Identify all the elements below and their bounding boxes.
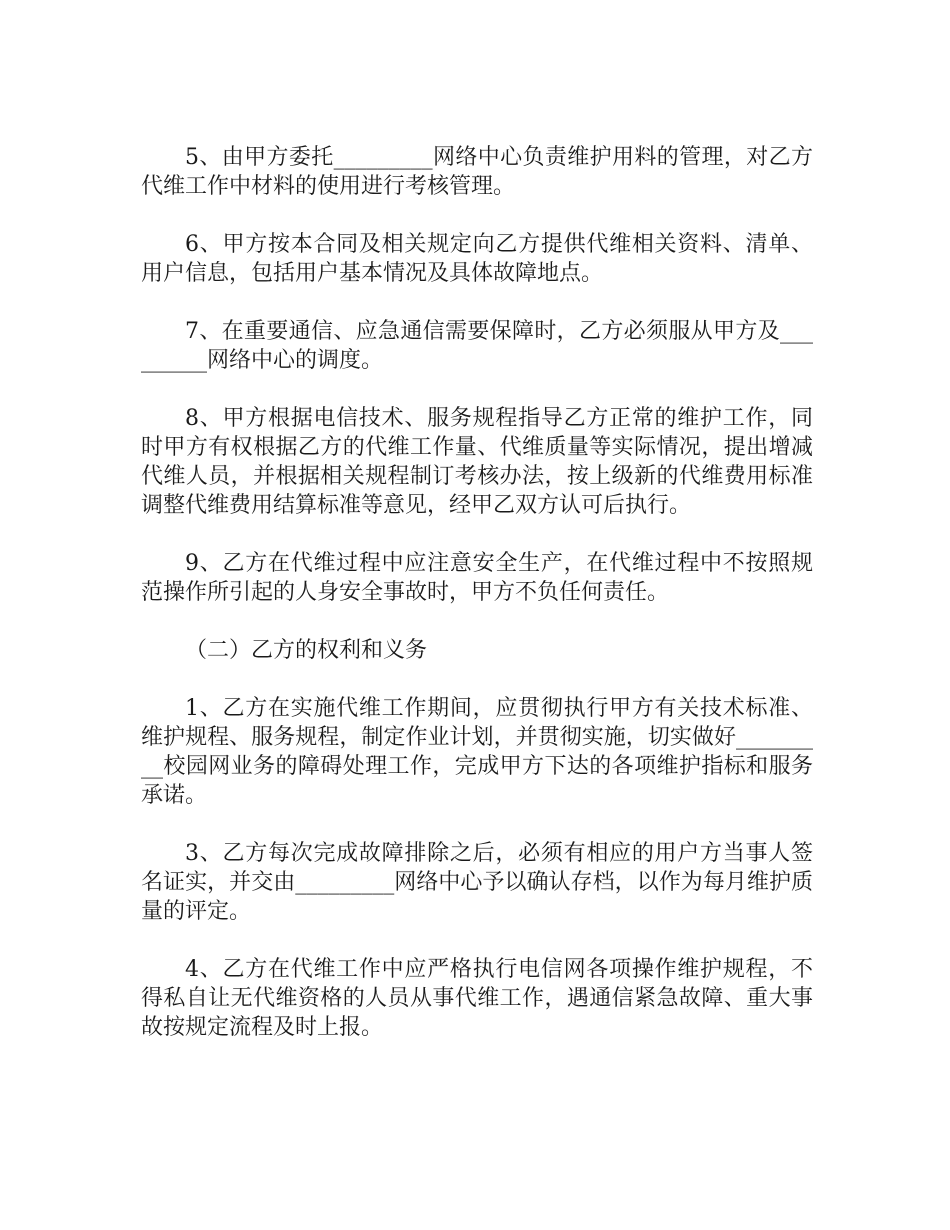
paragraph-b-clause-1: 1、乙方在实施代维工作期间，应贯彻执行甲方有关技术标准、维护规程、服务规程，制定作业计划，并贯彻实施，切实做好_________校园网业务的障碍处理工作，完成甲方下达的各项维护指标和服务承诺。 <box>141 696 813 808</box>
paragraph-clause-9: 9、乙方在代维过程中应注意安全生产，在代维过程中不按照规范操作所引起的人身安全事故时，甲方不负任何责任。 <box>141 551 813 605</box>
paragraph-clause-6: 6、甲方按本合同及相关规定向乙方提供代维相关资料、清单、用户信息，包括用户基本情况及具体故障地点。 <box>141 232 813 286</box>
paragraph-b-clause-3: 3、乙方每次完成故障排除之后，必须有相应的用户方当事人签名证实，并交由_________网络中心予以确认存档，以作为每月维护质量的评定。 <box>141 841 813 924</box>
document-page <box>141 143 813 1071</box>
paragraph-clause-7: 7、在重要通信、应急通信需要保障时，乙方必须服从甲方及_________网络中心的调度。 <box>141 319 813 373</box>
paragraph-clause-8: 8、甲方根据电信技术、服务规程指导乙方正常的维护工作，同时甲方有权根据乙方的代维工作量、代维质量等实际情况，提出增减代维人员，并根据相关规程制订考核办法，按上级新的代维费用标准调整代维费用结算标准等意见，经甲乙双方认可后执行。 <box>141 406 813 518</box>
paragraph-b-clause-4: 4、乙方在代维工作中应严格执行电信网各项操作维护规程，不得私自让无代维资格的人员从事代维工作，遇通信紧急故障、重大事故按规定流程及时上报。 <box>141 957 813 1040</box>
section-heading-party-b: （二）乙方的权利和义务 <box>185 638 428 663</box>
paragraph-clause-5: 5、由甲方委托_________网络中心负责维护用料的管理，对乙方代维工作中材料的使用进行考核管理。 <box>141 145 813 199</box>
